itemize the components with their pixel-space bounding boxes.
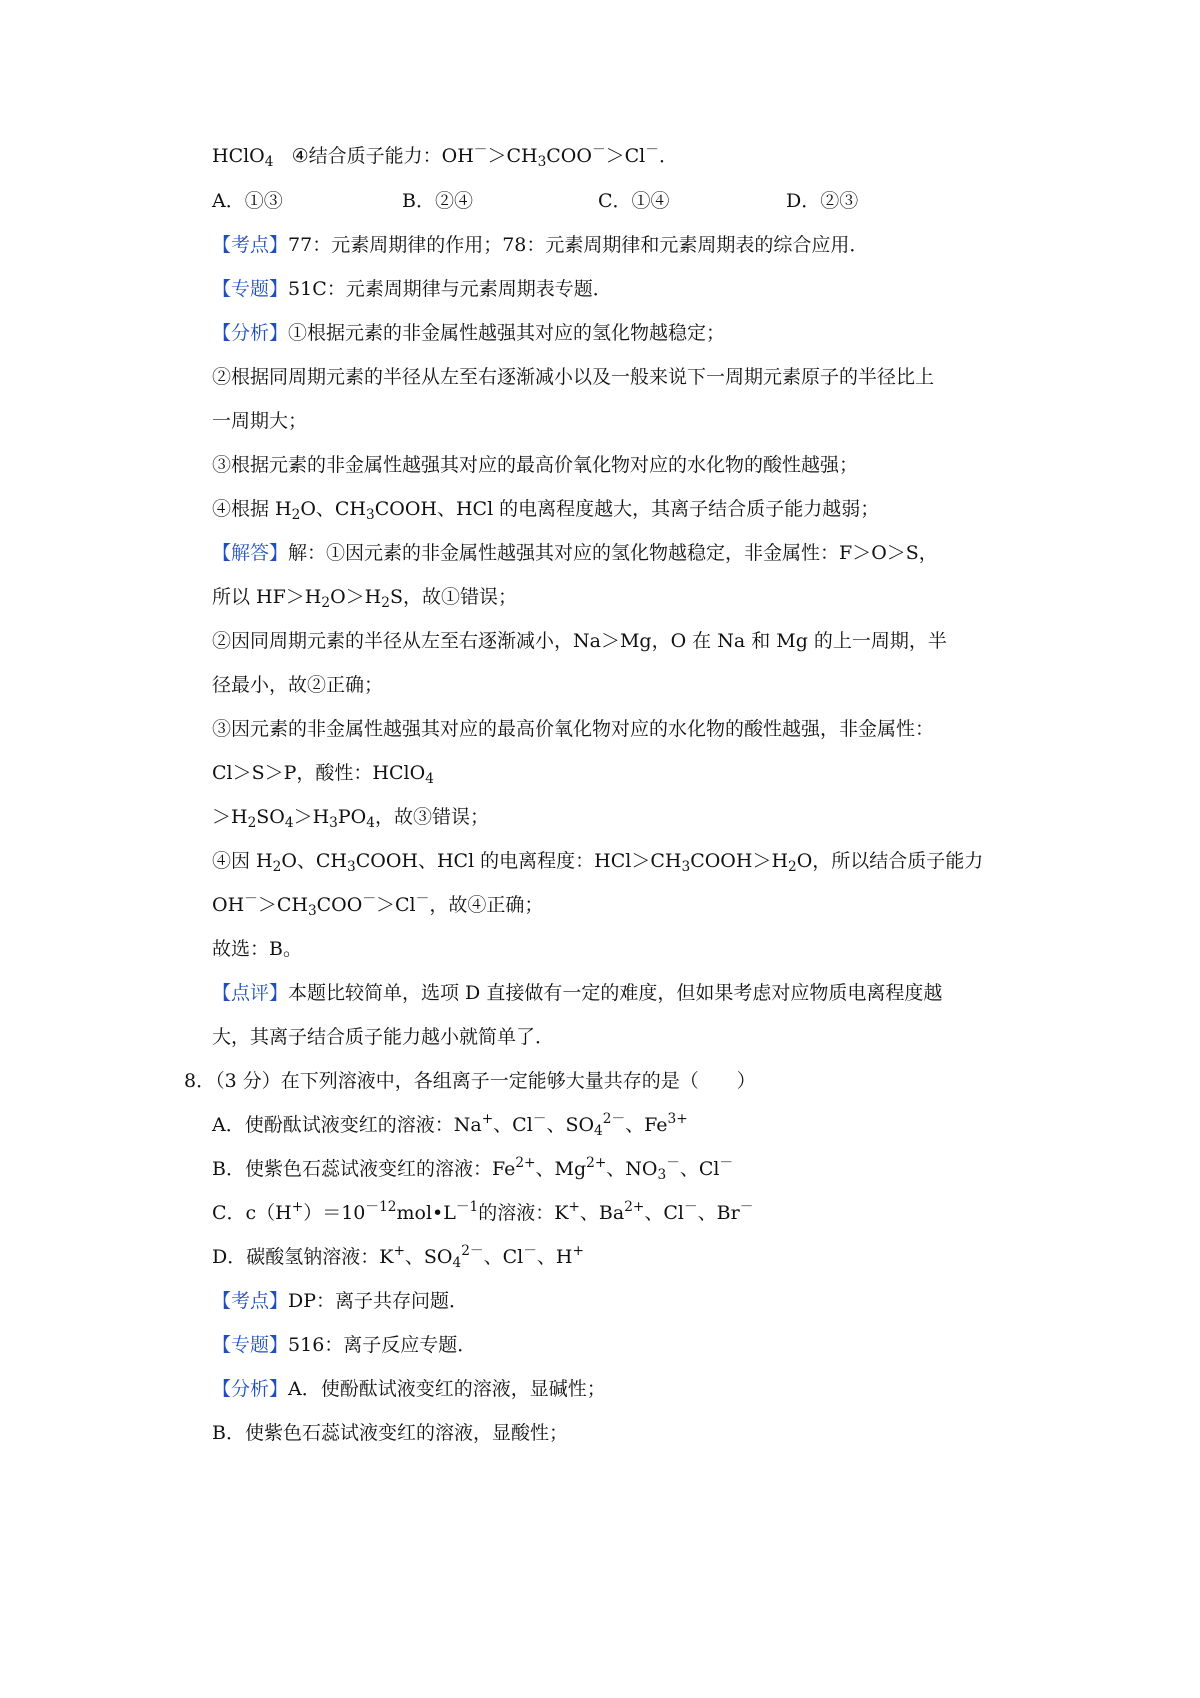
q7-fenxi: 【分析】①根据元素的非金属性越强其对应的氢化物越稳定； [212,322,726,344]
q7-jieda-3c: $>H_2SO_4>H_3PO_4$，故③错误； [212,806,489,832]
dianping-tag: 【点评】 [212,982,289,1004]
q7-jieda-1b: 所以 $HF>H_2O>H_2S$，故①错误； [212,586,517,612]
q7-statement-tail: HClO$_4$ ④结合质子能力：$OH^->CH_3COO^->Cl^-$． [212,141,678,171]
q7-option-b: B．②④ [402,190,473,212]
fenxi-tag: 【分析】 [212,322,289,344]
q8-option-b: B．使紫色石蕊试液变红的溶液：$Fe^{2+}$、$Mg^{2+}$、$NO_3^-$、Cl－ [212,1154,734,1184]
q7-jieda: 【解答】解：①因元素的非金属性越强其对应的氢化物越稳定，非金属性：F＞O＞S， [212,542,938,564]
zhuanti-tag: 【专题】 [212,278,289,300]
q7-dianping-2: 大，其离子结合质子能力越小就简单了． [212,1026,555,1048]
q7-answer: 故选：B。 [212,938,302,960]
q7-fenxi-3: ③根据元素的非金属性越强其对应的最高价氧化物对应的水化物的酸性越强； [212,454,859,476]
q8-zhuanti: 【专题】516：离子反应专题． [212,1334,477,1356]
jieda-tag: 【解答】 [212,542,289,564]
q7-fenxi-4: ④根据 $H_2O$、$CH_3COOH$、HCl 的电离程度越大，其离子结合质子能力越弱； [212,498,880,524]
q8-fenxi: 【分析】A．使酚酞试液变红的溶液，显碱性； [212,1378,606,1400]
fenxi-tag: 【分析】 [212,1378,289,1400]
q8-option-a: A．使酚酞试液变红的溶液：Na+、Cl－、$SO_4^{2-}$、$Fe^{3+}$ [212,1110,688,1140]
q7-jieda-3a: ③因元素的非金属性越强其对应的最高价氧化物对应的水化物的酸性越强，非金属性： [212,718,935,740]
kaodian-tag: 【考点】 [212,1290,289,1312]
q8-kaodian: 【考点】DP：离子共存问题． [212,1290,469,1312]
q8-option-d: D．碳酸氢钠溶液：K+、$SO_4^{2-}$、Cl－、H+ [212,1242,584,1272]
q7-option-c: C．①④ [598,190,670,212]
zhuanti-tag: 【专题】 [212,1334,289,1356]
q7-jieda-4a: ④因 $H_2O$、$CH_3COOH$、HCl 的电离程度：$HCl>CH_3COOH>H_2O$，所以结合质子能力 [212,850,984,876]
q7-jieda-2a: ②因同周期元素的半径从左至右逐渐减小，Na＞Mg，O 在 Na 和 Mg 的上一周期，半 [212,630,947,652]
q7-jieda-2b: 径最小，故②正确； [212,674,384,696]
q7-fenxi-2b: 一周期大； [212,410,308,432]
q7-fenxi-2a: ②根据同周期元素的半径从左至右逐渐减小以及一般来说下一周期元素原子的半径比上 [212,366,935,388]
q7-kaodian: 【考点】77：元素周期律的作用；78：元素周期律和元素周期表的综合应用． [212,234,869,256]
q7-zhuanti: 【专题】51C：元素周期律与元素周期表专题． [212,278,612,300]
q7-options [212,188,1042,214]
q8-fenxi-b: B．使紫色石蕊试液变红的溶液，显酸性； [212,1422,568,1444]
q8-option-c: C．$c(H^+)=10^{-12}mol•L^{-1}$的溶液：K+、$Ba^{2+}$、Cl－、Br－ [212,1198,754,1224]
q8-stem: 8．（3 分）在下列溶液中，各组离子一定能够大量共存的是（ ） [184,1070,756,1092]
q7-jieda-4b: $OH^->CH_3COO^->Cl^-$，故④正确； [212,890,544,920]
q7-dianping: 【点评】本题比较简单，选项 D 直接做有一定的难度，但如果考虑对应物质电离程度越 [212,982,943,1004]
q7-option-a: A．①③ [212,190,283,212]
q7-jieda-3b: Cl＞S＞P，酸性：HClO$_4$ [212,762,434,788]
q7-option-d: D．②③ [786,190,859,212]
kaodian-tag: 【考点】 [212,234,289,256]
